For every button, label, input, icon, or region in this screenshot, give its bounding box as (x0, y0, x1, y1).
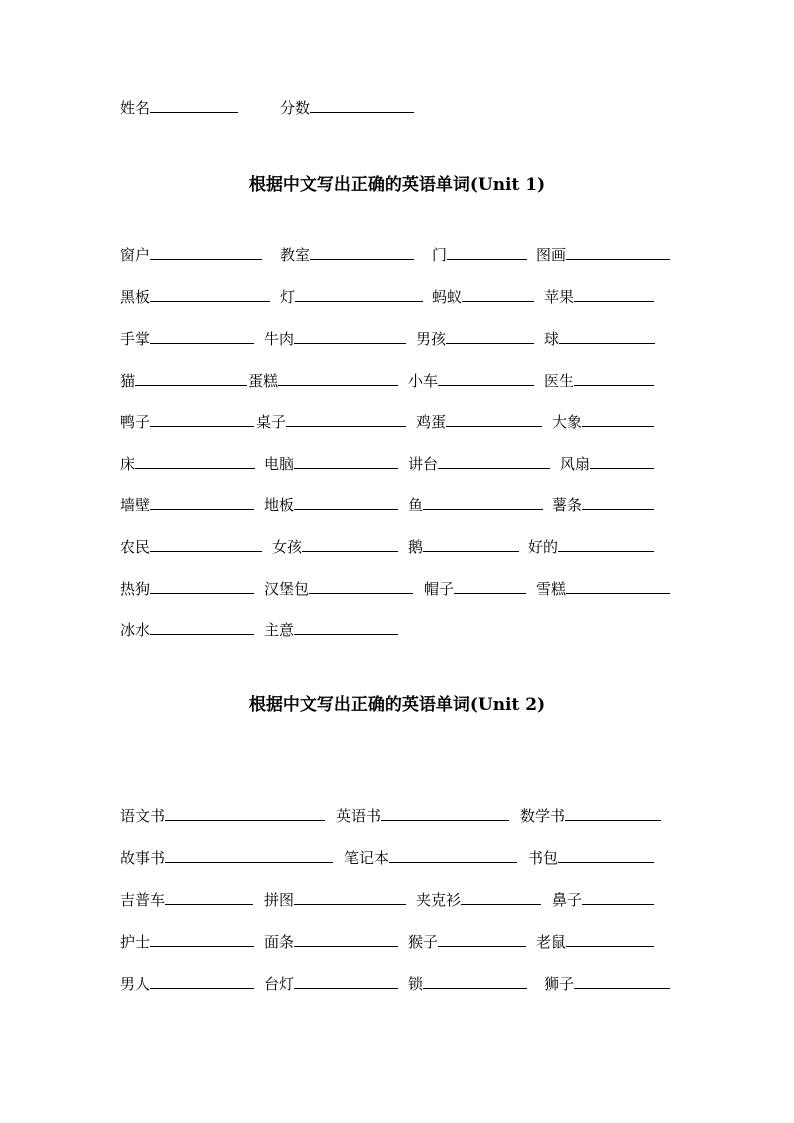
word-blank[interactable] (432, 285, 534, 307)
word-blank[interactable] (552, 410, 654, 432)
word-label: 苹果 (544, 288, 575, 306)
word-blank[interactable] (264, 577, 413, 599)
word-blank[interactable] (344, 846, 517, 868)
word-label: 帽子 (424, 580, 455, 598)
word-label: 地板 (264, 496, 295, 514)
word-label: 故事书 (120, 849, 166, 867)
word-blank[interactable] (264, 452, 398, 474)
word-blank[interactable] (120, 327, 254, 349)
word-label: 鱼 (408, 496, 424, 514)
word-label: 男孩 (416, 330, 447, 348)
word-blank[interactable] (552, 493, 654, 515)
word-label: 图画 (536, 246, 567, 264)
word-blank[interactable] (120, 618, 254, 640)
word-blank[interactable] (336, 804, 509, 826)
word-label: 电脑 (264, 455, 295, 473)
word-label: 吉普车 (120, 891, 166, 909)
word-label: 夹克衫 (416, 891, 462, 909)
word-label: 冰水 (120, 621, 151, 639)
word-blank[interactable] (264, 618, 398, 640)
word-label: 锁 (408, 975, 424, 993)
word-label: 小车 (408, 372, 439, 390)
score-field[interactable] (280, 96, 414, 118)
word-blank[interactable] (272, 535, 398, 557)
word-blank[interactable] (544, 327, 655, 349)
word-blank[interactable] (280, 285, 423, 307)
word-label: 薯条 (552, 496, 583, 514)
word-blank[interactable] (120, 243, 262, 265)
name-label: 姓名 (120, 99, 151, 117)
word-label: 笔记本 (344, 849, 390, 867)
word-blank[interactable] (264, 930, 398, 952)
word-blank[interactable] (120, 930, 254, 952)
unit1-title: 根据中文写出正确的英语单词(Unit 1) (248, 175, 546, 195)
word-label: 猴子 (408, 933, 439, 951)
word-blank[interactable] (544, 369, 654, 391)
unit2-title: 根据中文写出正确的英语单词(Unit 2) (248, 695, 546, 715)
word-blank[interactable] (248, 369, 398, 391)
word-label: 女孩 (272, 538, 303, 556)
word-blank[interactable] (120, 452, 255, 474)
name-field[interactable] (120, 96, 238, 118)
word-blank[interactable] (120, 535, 262, 557)
word-blank[interactable] (120, 972, 254, 994)
word-label: 汉堡包 (264, 580, 310, 598)
word-blank[interactable] (552, 888, 654, 910)
word-blank[interactable] (432, 243, 527, 265)
word-blank[interactable] (120, 369, 247, 391)
word-label: 男人 (120, 975, 151, 993)
word-blank[interactable] (120, 888, 253, 910)
word-blank[interactable] (520, 804, 661, 826)
word-label: 雪糕 (536, 580, 567, 598)
word-label: 热狗 (120, 580, 151, 598)
word-label: 讲台 (408, 455, 439, 473)
word-blank[interactable] (424, 577, 526, 599)
word-blank[interactable] (264, 972, 398, 994)
word-label: 数学书 (520, 807, 566, 825)
word-label: 鸡蛋 (416, 413, 447, 431)
word-label: 鹅 (408, 538, 424, 556)
word-label: 语文书 (120, 807, 166, 825)
word-blank[interactable] (544, 285, 654, 307)
word-blank[interactable] (536, 930, 654, 952)
word-blank[interactable] (408, 369, 534, 391)
word-label: 门 (432, 246, 448, 264)
word-blank[interactable] (408, 452, 550, 474)
word-blank[interactable] (416, 410, 542, 432)
word-blank[interactable] (264, 493, 398, 515)
word-blank[interactable] (408, 493, 543, 515)
word-blank[interactable] (528, 535, 654, 557)
word-label: 狮子 (544, 975, 575, 993)
word-blank[interactable] (120, 804, 325, 826)
word-label: 护士 (120, 933, 151, 951)
word-label: 牛肉 (264, 330, 295, 348)
word-blank[interactable] (408, 535, 519, 557)
word-label: 台灯 (264, 975, 295, 993)
score-label: 分数 (280, 99, 311, 117)
word-blank[interactable] (416, 888, 541, 910)
word-blank[interactable] (408, 972, 527, 994)
word-label: 主意 (264, 621, 295, 639)
word-blank[interactable] (120, 846, 333, 868)
word-blank[interactable] (560, 452, 654, 474)
word-label: 拼图 (264, 891, 295, 909)
word-label: 桌子 (256, 413, 287, 431)
word-label: 医生 (544, 372, 575, 390)
word-blank[interactable] (264, 888, 406, 910)
word-label: 农民 (120, 538, 151, 556)
word-blank[interactable] (120, 410, 254, 432)
word-label: 风扇 (560, 455, 591, 473)
word-label: 鼻子 (552, 891, 583, 909)
word-label: 好的 (528, 538, 559, 556)
word-blank[interactable] (536, 577, 670, 599)
word-blank[interactable] (416, 327, 534, 349)
word-blank[interactable] (256, 410, 406, 432)
word-label: 老鼠 (536, 933, 567, 951)
word-blank[interactable] (120, 493, 254, 515)
word-blank[interactable] (280, 243, 414, 265)
word-label: 大象 (552, 413, 583, 431)
word-blank[interactable] (528, 846, 654, 868)
word-label: 球 (544, 330, 560, 348)
word-label: 窗户 (120, 246, 151, 264)
word-blank[interactable] (264, 327, 406, 349)
word-label: 鸭子 (120, 413, 151, 431)
word-blank[interactable] (408, 930, 526, 952)
word-label: 手掌 (120, 330, 151, 348)
word-label: 墙壁 (120, 496, 151, 514)
word-label: 蚂蚁 (432, 288, 463, 306)
word-label: 床 (120, 455, 136, 473)
word-blank[interactable] (120, 285, 270, 307)
word-label: 黑板 (120, 288, 151, 306)
word-label: 面条 (264, 933, 295, 951)
word-label: 英语书 (336, 807, 382, 825)
word-label: 教室 (280, 246, 311, 264)
word-blank[interactable] (120, 577, 254, 599)
word-label: 猫 (120, 372, 136, 390)
word-blank[interactable] (536, 243, 670, 265)
word-label: 灯 (280, 288, 296, 306)
word-label: 蛋糕 (248, 372, 279, 390)
word-blank[interactable] (544, 972, 670, 994)
word-label: 书包 (528, 849, 559, 867)
